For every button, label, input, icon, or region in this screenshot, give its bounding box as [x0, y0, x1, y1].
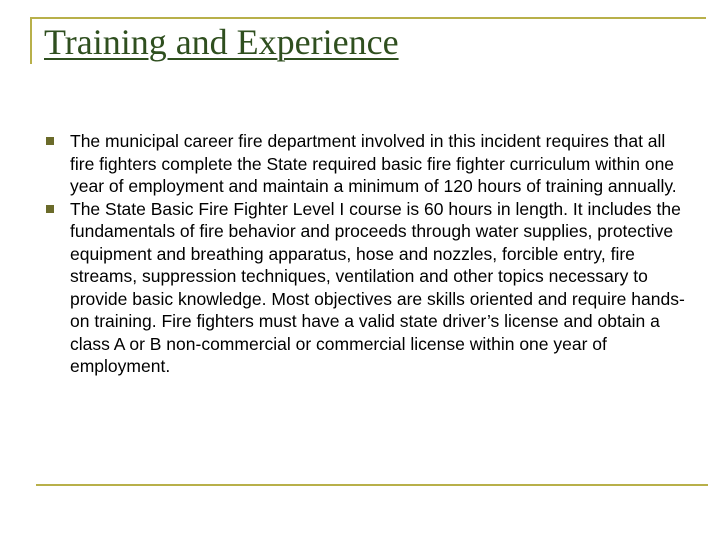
square-bullet-icon — [46, 137, 54, 145]
bullet-text-1: The municipal career fire department involved in this incident requires that all fire fighters complete the State required basic fire fighter curriculum within one year of employment and maintain a minimum of 120 hours of training annually. — [70, 131, 677, 196]
square-bullet-icon — [46, 205, 54, 213]
bullet-text-2: The State Basic Fire Fighter Level I course is 60 hours in length. It includes the fundamentals of fire behavior and proceeds through water supplies, protective equipment and breathing apparatus, hose and nozzles, forcible entry, fire streams, suppression techniques, ventilation and other topics necessary to provide basic knowledge. Most objectives are skills oriented and require hands-on training. Fire fighters must have a valid state driver’s license and obtain a class A or B non-commercial or commercial license within one year of employment. — [70, 198, 685, 376]
bullet-item-2 — [46, 198, 686, 378]
bullet-list — [46, 130, 686, 378]
title-left-rule — [30, 17, 32, 64]
bottom-rule — [36, 484, 708, 486]
bullet-item-1 — [46, 130, 686, 198]
slide-title: Training and Experience — [44, 22, 399, 62]
